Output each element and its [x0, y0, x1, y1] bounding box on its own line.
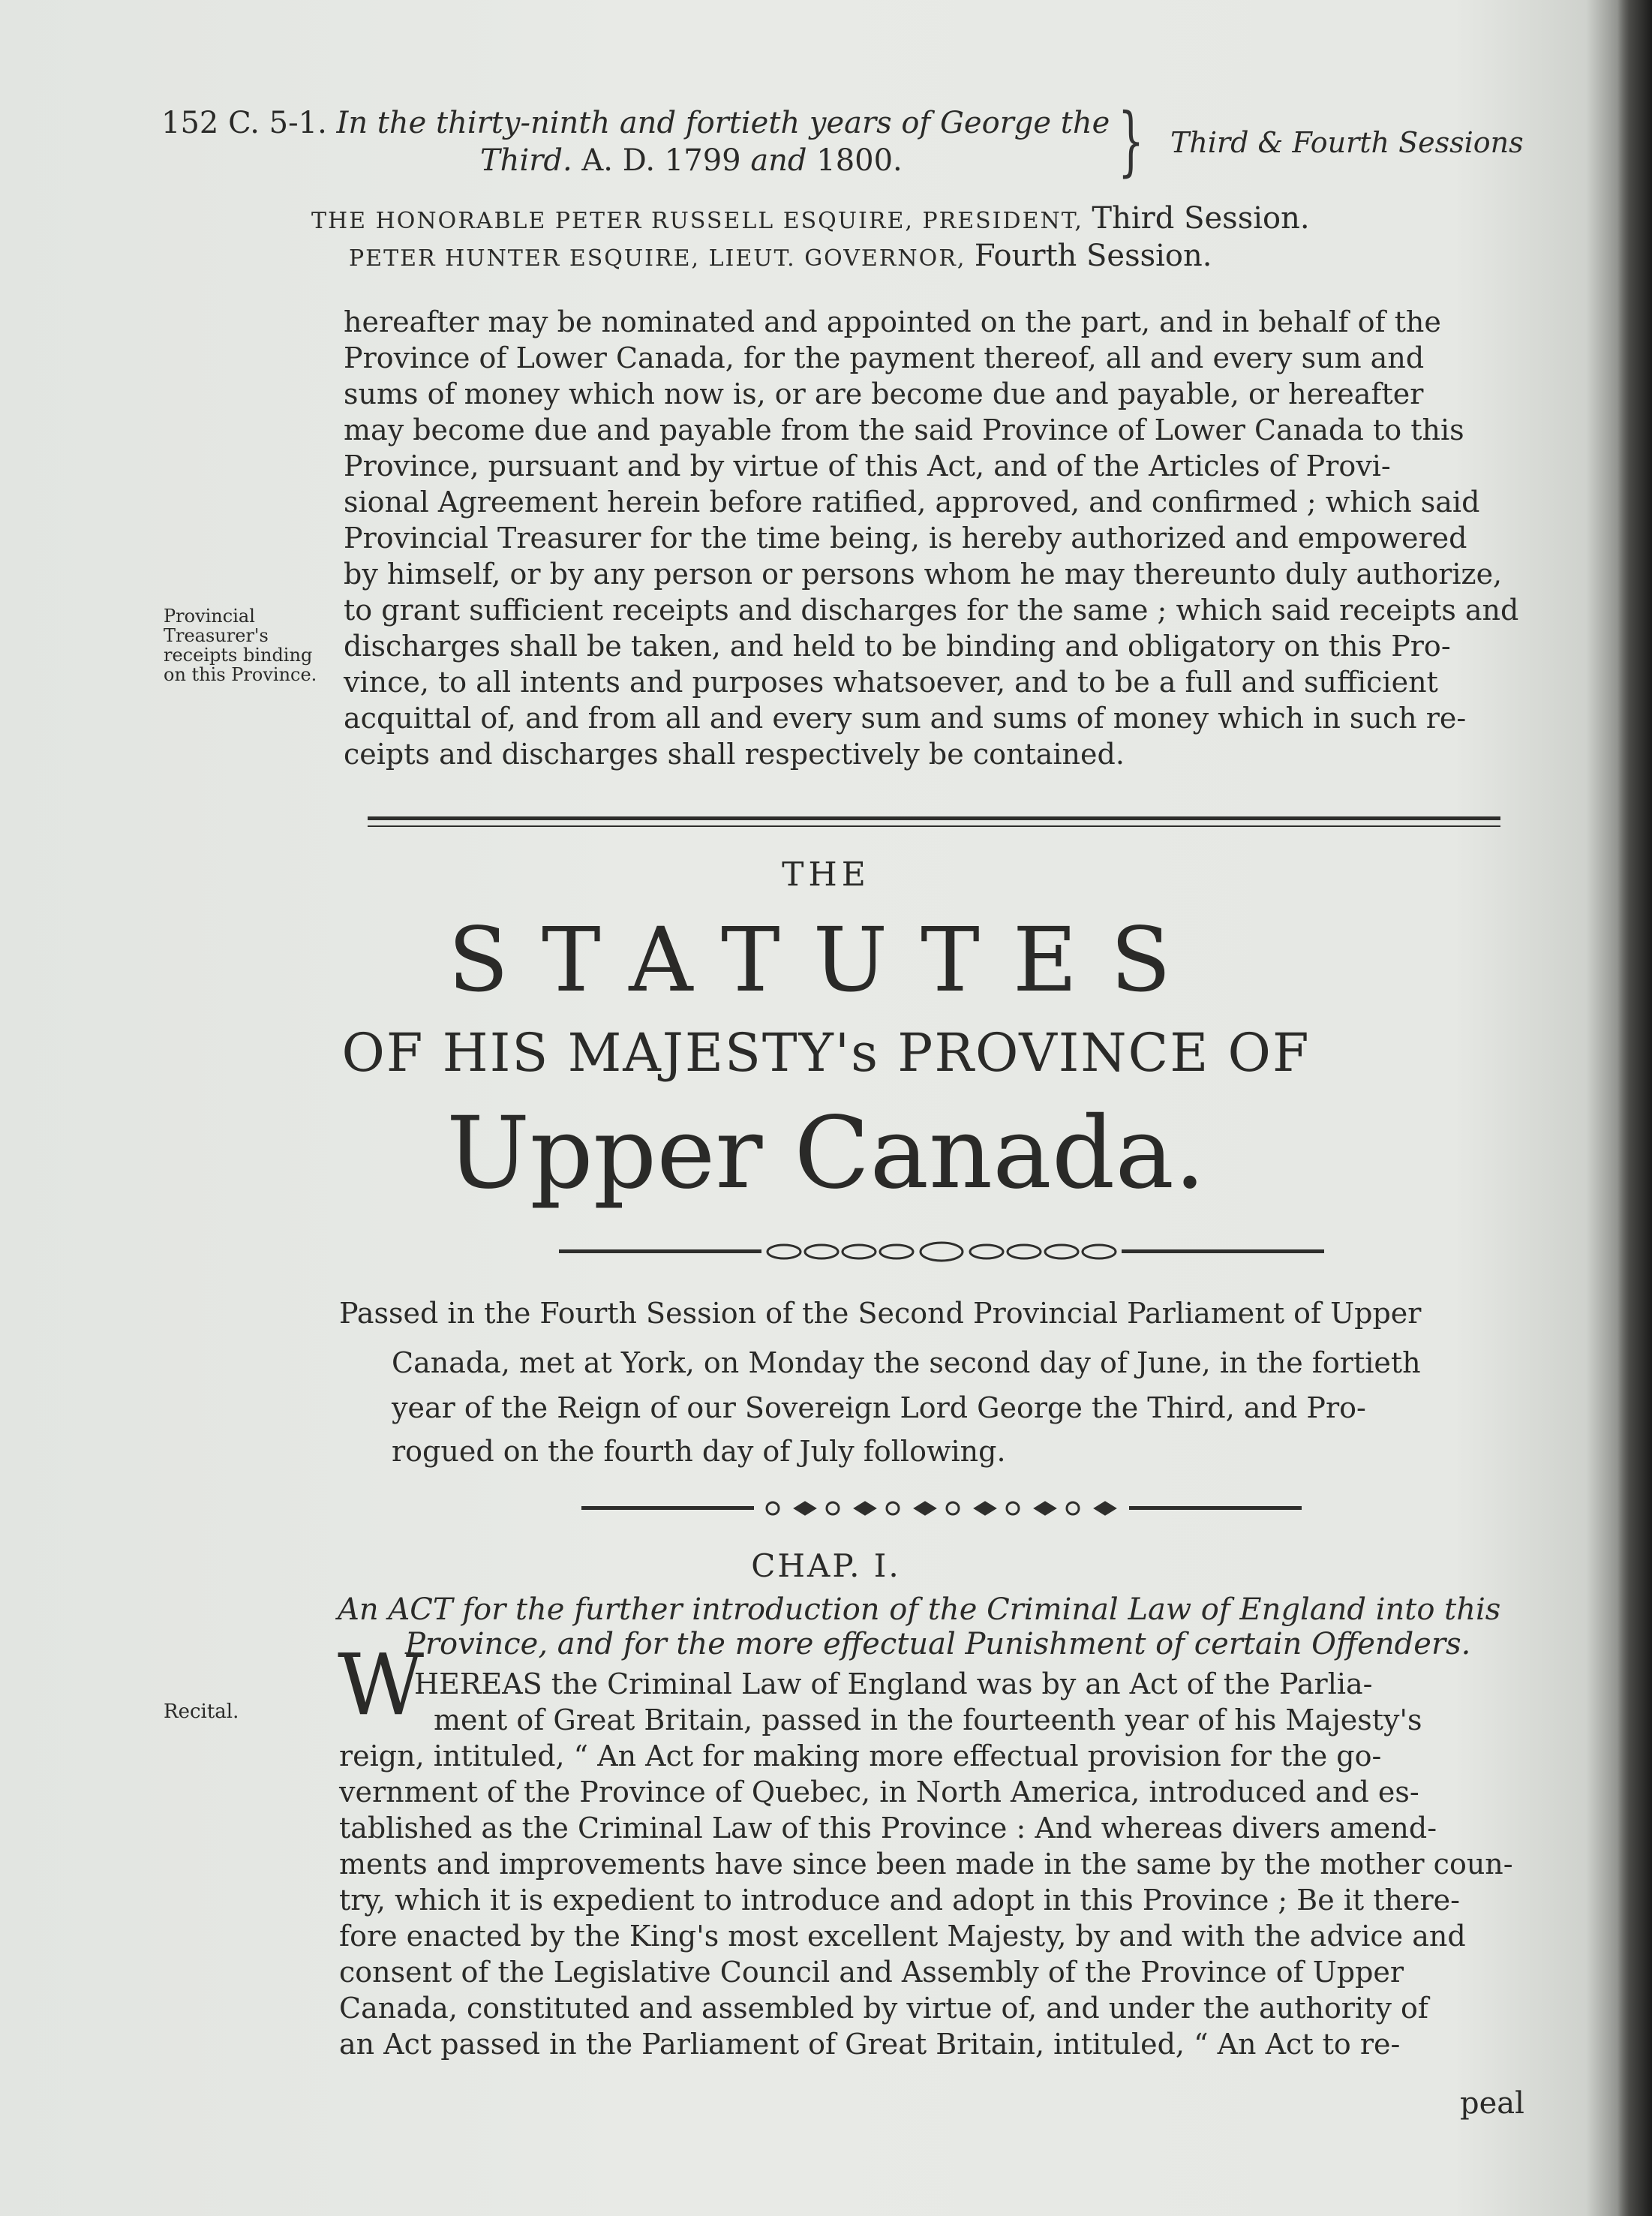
officer-2-name: PETER HUNTER ESQUIRE, LIEUT. GOVERNOR, — [349, 245, 966, 272]
title-the: THE — [782, 855, 870, 894]
officer-1-session: Third Session. — [1092, 201, 1310, 236]
section-rule-thin — [368, 825, 1500, 827]
prior-act-line: Province of Lower Canada, for the payment thereof, all and every sum and — [344, 341, 1425, 374]
prior-act-line: by himself, or by any person or persons whom he may thereunto duly authorize, — [344, 558, 1503, 591]
ornament-divider-1 — [559, 1238, 1324, 1265]
passed-line: Canada, met at York, on Monday the second day of June, in the fortieth — [392, 1346, 1421, 1379]
title-of-province: OF HIS MAJESTY's PROVINCE OF — [341, 1022, 1311, 1084]
officer-1-name: THE HONORABLE PETER RUSSELL ESQUIRE, PRESIDENT, — [311, 208, 1083, 234]
running-header-line1 — [161, 105, 1110, 141]
prior-act-line: discharges shall be taken, and held to be binding and obligatory on this Pro- — [344, 630, 1451, 663]
passed-line: Passed in the Fourth Session of the Second Provincial Parliament of Upper — [339, 1297, 1422, 1330]
header-and: and — [750, 143, 807, 178]
header-year: A. D. 1799 — [581, 143, 741, 178]
prior-act-line: sional Agreement herein before ratified, approved, and confirmed ; which said — [344, 486, 1480, 519]
officer-line-1 — [311, 201, 1310, 236]
prior-act-line: to grant sufficient receipts and discharges for the same ; which said receipts and — [344, 594, 1519, 627]
act-body-line: fore enacted by the King's most excellent Majesty, by and with the advice and — [339, 1920, 1466, 1953]
officer-2-session: Fourth Session. — [974, 239, 1212, 273]
chapter-heading: CHAP. I. — [751, 1547, 901, 1584]
header-brace: } — [1118, 97, 1144, 185]
prior-act-line: ceipts and discharges shall respectively be contained. — [344, 738, 1125, 771]
prior-act-line: vince, to all intents and purposes whatsoever, and to be a full and sufficient — [344, 666, 1438, 699]
act-body-line: vernment of the Province of Quebec, in North America, introduced and es- — [339, 1776, 1419, 1809]
header-title-line1: In the thirty-ninth and fortieth years of George the — [336, 106, 1110, 140]
act-body-line: Canada, constituted and assembled by virtue of, and under the authority of — [339, 1992, 1428, 2025]
catchword: peal — [1460, 2086, 1524, 2121]
header-third: Third. — [480, 143, 572, 178]
act-body-line: HEREAS the Criminal Law of England was by an Act of the Parlia- — [414, 1667, 1373, 1700]
prior-act-line: acquittal of, and from all and every sum and sums of money which in such re- — [344, 702, 1467, 735]
title-statutes: STATUTES — [448, 908, 1204, 1012]
section-rule-thick — [368, 816, 1500, 820]
header-year2: 1800. — [816, 143, 903, 178]
margin-note-treasurer: Provincial Treasurer's receipts binding on this Province. — [164, 606, 317, 685]
drop-cap: W — [338, 1637, 425, 1734]
running-header-line2 — [480, 143, 903, 179]
act-title-line1: An ACT for the further introduction of the Criminal Law of England into this — [338, 1592, 1501, 1627]
margin-note-recital: Recital. — [164, 1700, 239, 1723]
act-body-line: tablished as the Criminal Law of this Province : And whereas divers amend- — [339, 1812, 1437, 1845]
act-body-line: consent of the Legislative Council and Assembly of the Province of Upper — [339, 1956, 1404, 1989]
act-body-line: ment of Great Britain, passed in the fourteenth year of his Majesty's — [434, 1703, 1422, 1736]
prior-act-line: sums of money which now is, or are become due and payable, or hereafter — [344, 377, 1424, 410]
act-title-line2: Province, and for the more effectual Punishment of certain Offenders. — [405, 1627, 1471, 1661]
act-body-line: ments and improvements have since been made in the same by the mother coun- — [339, 1848, 1513, 1881]
page-and-chapter: 152 C. 5-1. — [161, 106, 327, 140]
act-body-line: an Act passed in the Parliament of Great Britain, intituled, “ An Act to re- — [339, 2028, 1401, 2061]
passed-line: year of the Reign of our Sovereign Lord George the Third, and Pro- — [392, 1391, 1366, 1424]
title-upper-canada: Upper Canada. — [446, 1096, 1206, 1211]
prior-act-line: Province, pursuant and by virtue of this Act, and of the Articles of Provi- — [344, 450, 1391, 483]
passed-line: rogued on the fourth day of July following. — [392, 1435, 1006, 1468]
prior-act-line: hereafter may be nominated and appointed on the part, and in behalf of the — [344, 305, 1441, 338]
ornament-divider-2 — [581, 1497, 1302, 1520]
officer-line-2 — [349, 239, 1212, 273]
prior-act-line: may become due and payable from the said Province of Lower Canada to this — [344, 413, 1464, 447]
act-body-line: reign, intituled, “ An Act for making more effectual provision for the go- — [339, 1739, 1382, 1772]
act-body-line: try, which it is expedient to introduce and adopt in this Province ; Be it there- — [339, 1884, 1460, 1917]
header-sessions: Third & Fourth Sessions — [1170, 126, 1524, 159]
prior-act-line: Provincial Treasurer for the time being, is hereby authorized and empowered — [344, 522, 1467, 555]
